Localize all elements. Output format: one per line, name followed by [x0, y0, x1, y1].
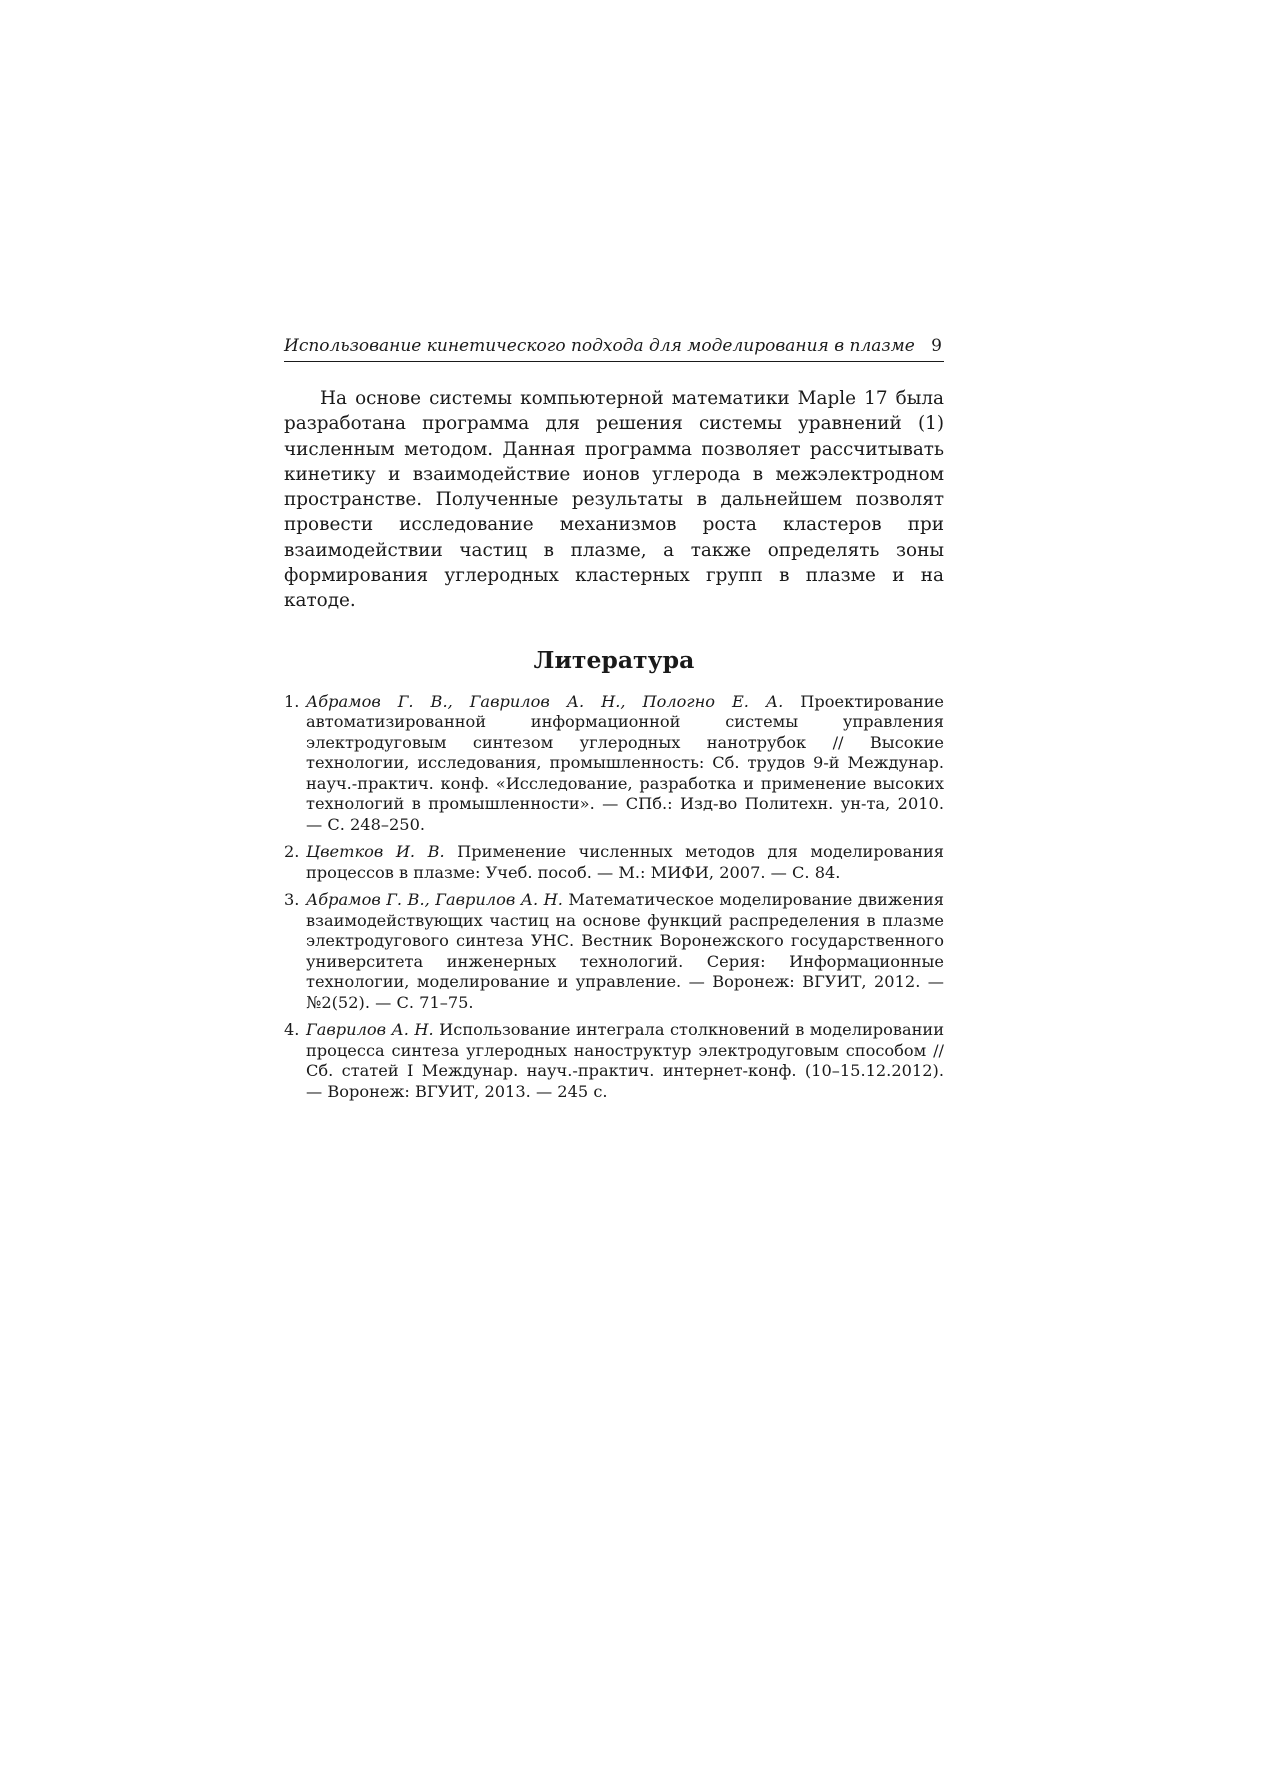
reference-authors: Цветков И. В. [306, 842, 445, 862]
reference-authors: Абрамов Г. В., Гаврилов А. Н. [306, 890, 563, 910]
running-head-title: Использование кинетического подхода для моделирования в плазме [284, 336, 915, 356]
reference-authors: Абрамов Г. В., Гаврилов А. Н., Пологно Е. А. [306, 691, 784, 711]
references-heading: Литература [533, 645, 695, 674]
reference-item [284, 1020, 944, 1102]
reference-item [284, 842, 944, 883]
reference-body [306, 890, 944, 1013]
reference-text: Математическое моделирование движения взаимодействующих частиц на основе функций распределения в плазме электродугового синтеза УНС. Вестник Воронежского государственного университета инженерных технологий. Серия: Информационные технологии, моделирование и управление. — Воронеж: ВГУИТ, 2012. — №2(52). — С. 71–75. [306, 890, 944, 1012]
reference-list [284, 692, 944, 1103]
body-paragraph: На основе системы компьютерной математики Maple 17 была разработана программа для решения системы уравнений (1) численным методом. Данная программа позволяет рассчитывать кинетику и взаимодействие ионов углерода в межэлектродном пространстве. Полученные результаты в дальнейшем позволят провести исследование механизмов роста кластеров при взаимодействии частиц в плазме, а также определять зоны формирования углеродных кластерных групп в плазме и на катоде. [284, 388, 944, 612]
reference-text: Проектирование автоматизированной информационной системы управления электродуговым синтезом углеродных нанотрубок // Высокие технологии, исследования, промышленность: Сб. трудов 9-й Междунар. науч.-практич. конф. «Исследование, разработка и применение высоких технологий в промышленности». — СПб.: Изд-во Политехн. ун-та, 2010. — С. 248–250. [306, 691, 944, 834]
reference-item [284, 890, 944, 1013]
reference-number: 2. [284, 842, 300, 862]
reference-text: Применение численных методов для моделирования процессов в плазме: Учеб. пособ. — М.: МИФИ, 2007. — С. 84. [306, 842, 945, 882]
reference-body [306, 842, 944, 883]
reference-item [284, 692, 944, 836]
reference-number: 1. [284, 691, 300, 711]
reference-number: 3. [284, 890, 300, 910]
reference-text: Использование интеграла столкновений в моделировании процесса синтеза углеродных наноструктур электродуговым способом // Сб. статей I Междунар. науч.-практич. интернет-конф. (10–15.12.2012). — Воронеж: ВГУИТ, 2013. — 245 с. [306, 1020, 944, 1101]
page-number: 9 [931, 336, 942, 356]
reference-number: 4. [284, 1020, 300, 1040]
running-head [284, 336, 944, 362]
reference-body [306, 692, 944, 836]
reference-authors: Гаврилов А. Н. [306, 1020, 434, 1040]
page-content [284, 336, 944, 1109]
reference-body [306, 1020, 944, 1102]
